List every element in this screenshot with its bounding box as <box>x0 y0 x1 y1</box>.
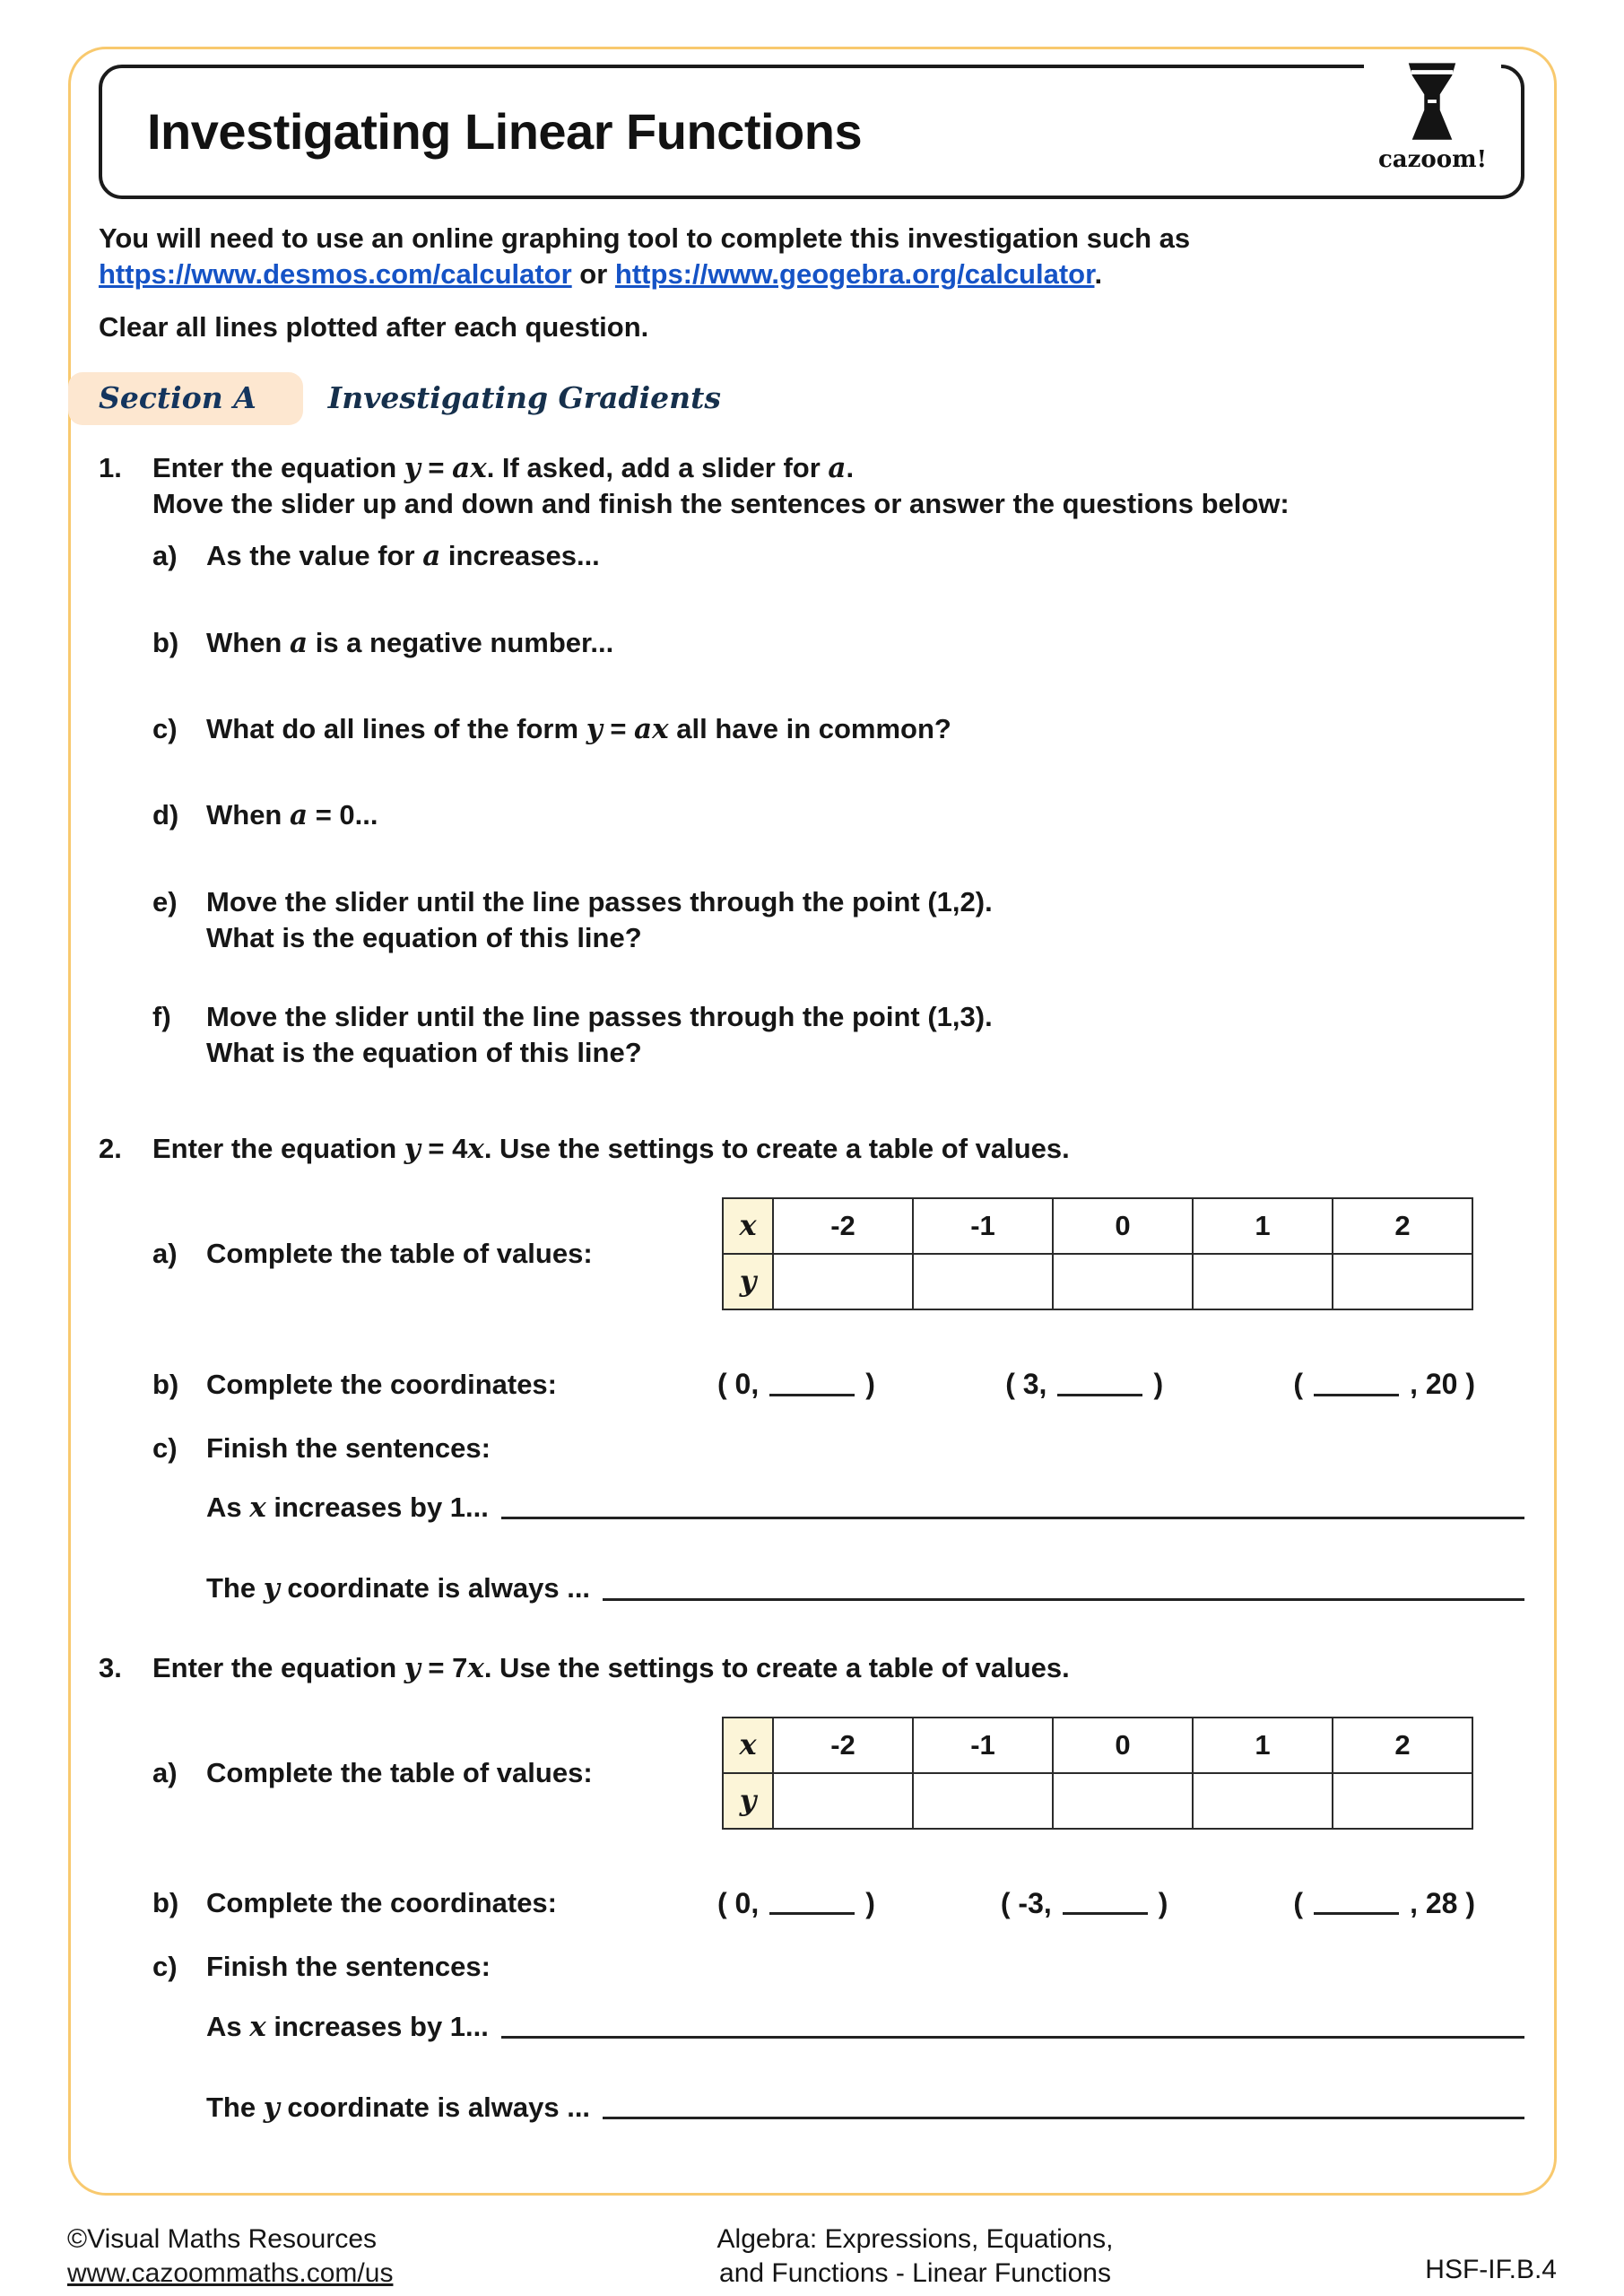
part-c <box>152 1431 1524 1466</box>
part-label: a) <box>152 1756 178 1788</box>
cazoommaths-link[interactable]: www.cazoommaths.com/us <box>67 2257 394 2288</box>
coordinate <box>1293 1366 1475 1404</box>
fill-label: The y coordinate is always ... <box>206 2092 591 2125</box>
footer-copyright <box>67 2222 462 2290</box>
page-title: Investigating Linear Functions <box>147 102 863 160</box>
table-answer-cell <box>1193 1254 1333 1309</box>
intro-conjunction: or <box>571 258 615 291</box>
part-text: What do all lines of the form y = ax all have in common? <box>206 712 951 745</box>
table-x-value: 1 <box>1193 1198 1333 1254</box>
question-text-line2: Move the slider up and down and finish the sentences or answer the questions below: <box>152 488 1290 520</box>
table-x-value: -1 <box>913 1718 1053 1773</box>
part-text: Finish the sentences: <box>206 1431 491 1464</box>
part-a <box>152 1717 1524 1830</box>
coordinate-post: ) <box>865 1368 875 1401</box>
part-text: Move the slider until the line passes through the point (1,2). <box>206 885 993 918</box>
part-text: When a is a negative number... <box>206 626 614 659</box>
title-box <box>99 65 1524 199</box>
fill-sentence-1 <box>206 2009 1524 2045</box>
coordinates <box>717 1885 1524 1923</box>
answer-line <box>603 1598 1524 1601</box>
part-label: b) <box>152 1368 179 1400</box>
intro-text: You will need to use an online graphing tool to complete this investigation such as <box>99 222 1191 254</box>
table-x-value: 2 <box>1333 1718 1472 1773</box>
part-b <box>152 1366 1524 1404</box>
coordinate-pre: ( 0, <box>717 1886 760 1919</box>
fill-label: As x increases by 1... <box>206 1491 489 1524</box>
part-text-line2: What is the equation of this line? <box>206 921 642 953</box>
part-text: Complete the coordinates: <box>206 1887 557 1919</box>
question-1 <box>99 450 1524 1072</box>
question-text-line1: Enter the equation y = 7x. Use the settings to create a table of values. <box>152 1651 1070 1684</box>
answer-blank <box>769 1912 855 1915</box>
coordinate-pre: ( <box>1293 1368 1304 1401</box>
section-a-title: Investigating Gradients <box>327 379 721 415</box>
coordinate <box>1005 1366 1163 1404</box>
table-x-header: x <box>723 1718 773 1773</box>
answer-line <box>501 1517 1524 1519</box>
coordinate-post: ) <box>1153 1368 1164 1401</box>
part-text: Move the slider until the line passes through the point (1,3). <box>206 1001 993 1033</box>
part-text: Complete the table of values: <box>206 1237 593 1269</box>
table-of-values <box>722 1717 1473 1830</box>
question-text-line1: Enter the equation y = 4x. Use the settings to create a table of values. <box>152 1132 1070 1165</box>
coordinate-pre: ( -3, <box>1000 1886 1052 1919</box>
part-c <box>152 711 1524 747</box>
answer-line <box>501 2036 1524 2039</box>
part-b <box>152 1885 1524 1923</box>
coordinate-pre: ( 3, <box>1005 1368 1047 1401</box>
cazoom-logo-icon <box>1403 61 1461 144</box>
question-3 <box>99 1650 1524 2126</box>
table-x-value: -2 <box>773 1198 913 1254</box>
section-a-label: Section A <box>68 372 303 425</box>
fill-sentence-2 <box>206 1570 1524 1606</box>
table-x-value: -2 <box>773 1718 913 1773</box>
cazoom-brand-text: cazoom! <box>1377 146 1487 173</box>
part-label: a) <box>152 1237 178 1269</box>
part-a <box>152 538 1524 574</box>
desmos-link[interactable]: https://www.desmos.com/calculator <box>99 258 572 291</box>
geogebra-link[interactable]: https://www.geogebra.org/calculator <box>614 258 1095 291</box>
coordinate <box>1293 1885 1475 1923</box>
table-answer-cell <box>773 1254 913 1309</box>
table-x-value: 0 <box>1053 1198 1193 1254</box>
table-x-value: 1 <box>1193 1718 1333 1773</box>
answer-blank <box>769 1394 855 1396</box>
table-answer-cell <box>913 1773 1053 1829</box>
fill-sentence-1 <box>206 1490 1524 1526</box>
table-y-header: y <box>723 1773 773 1829</box>
footer-topic <box>462 2222 1368 2290</box>
question-number: 1. <box>99 451 122 483</box>
part-b <box>152 625 1524 661</box>
table-answer-cell <box>1333 1254 1472 1309</box>
table-answer-cell <box>1333 1773 1472 1829</box>
intro-period: . <box>1094 258 1103 291</box>
part-text: When a = 0... <box>206 799 378 832</box>
table-x-header: x <box>723 1198 773 1254</box>
part-d <box>152 797 1524 833</box>
part-label: e) <box>152 885 178 918</box>
table-answer-cell <box>913 1254 1053 1309</box>
answer-line <box>603 2117 1524 2119</box>
table-y-header: y <box>723 1254 773 1309</box>
coordinate-post: , 20 ) <box>1410 1368 1475 1401</box>
coordinate <box>717 1885 875 1923</box>
part-text: Complete the table of values: <box>206 1756 593 1788</box>
copyright-text: ©Visual Maths Resources <box>67 2224 378 2254</box>
table-of-values <box>722 1197 1473 1310</box>
cazoom-logo <box>1364 57 1501 176</box>
part-label: f) <box>152 1001 171 1033</box>
coordinate-post: ) <box>1158 1886 1168 1919</box>
table-x-value: 0 <box>1053 1718 1193 1773</box>
part-text: Complete the coordinates: <box>206 1368 557 1400</box>
coordinate <box>717 1366 875 1404</box>
part-text: As the value for a increases... <box>206 540 600 573</box>
question-number: 3. <box>99 1651 122 1683</box>
section-a-heading <box>99 372 1524 425</box>
question-2 <box>99 1131 1524 1607</box>
worksheet-content <box>99 65 1524 2126</box>
part-label: c) <box>152 1431 178 1464</box>
fill-sentence-2 <box>206 2090 1524 2126</box>
coordinate-post: , 28 ) <box>1410 1886 1475 1919</box>
answer-blank <box>1057 1394 1142 1396</box>
question-text-line1: Enter the equation y = ax. If asked, add a slider for a. <box>152 451 855 484</box>
part-label: d) <box>152 799 179 831</box>
clear-lines-instruction: Clear all lines plotted after each question. <box>99 310 649 343</box>
table-answer-cell <box>1053 1773 1193 1829</box>
table-x-value: -1 <box>913 1198 1053 1254</box>
fill-label: As x increases by 1... <box>206 2010 489 2043</box>
coordinate-pre: ( <box>1293 1886 1304 1919</box>
table-answer-cell <box>1053 1254 1193 1309</box>
coordinate-post: ) <box>865 1886 875 1919</box>
table-answer-cell <box>773 1773 913 1829</box>
part-label: b) <box>152 626 179 658</box>
part-text-line2: What is the equation of this line? <box>206 1037 642 1069</box>
answer-blank <box>1314 1394 1399 1396</box>
part-f <box>152 999 1524 1072</box>
coordinates <box>717 1366 1524 1404</box>
table-x-value: 2 <box>1333 1198 1472 1254</box>
part-a <box>152 1197 1524 1310</box>
part-c <box>152 1949 1524 1985</box>
intro <box>99 221 1524 345</box>
topic-line1: Algebra: Expressions, Equations, <box>716 2224 1114 2254</box>
standard-code: HSF-IF.B.4 <box>1425 2254 1557 2284</box>
coordinate <box>1001 1885 1168 1923</box>
part-label: c) <box>152 1951 178 1983</box>
fill-label: The y coordinate is always ... <box>206 1572 591 1605</box>
topic-line2: and Functions - Linear Functions <box>719 2257 1111 2288</box>
intro-paragraph <box>99 221 1524 293</box>
part-label: c) <box>152 712 178 744</box>
table-answer-cell <box>1193 1773 1333 1829</box>
page-footer <box>67 2222 1557 2290</box>
part-label: a) <box>152 540 178 572</box>
answer-blank <box>1314 1912 1399 1915</box>
part-text: Finish the sentences: <box>206 1951 491 1983</box>
answer-blank <box>1063 1912 1148 1915</box>
part-e <box>152 884 1524 957</box>
coordinate-pre: ( 0, <box>717 1368 760 1401</box>
question-number: 2. <box>99 1132 122 1164</box>
part-label: b) <box>152 1887 179 1919</box>
